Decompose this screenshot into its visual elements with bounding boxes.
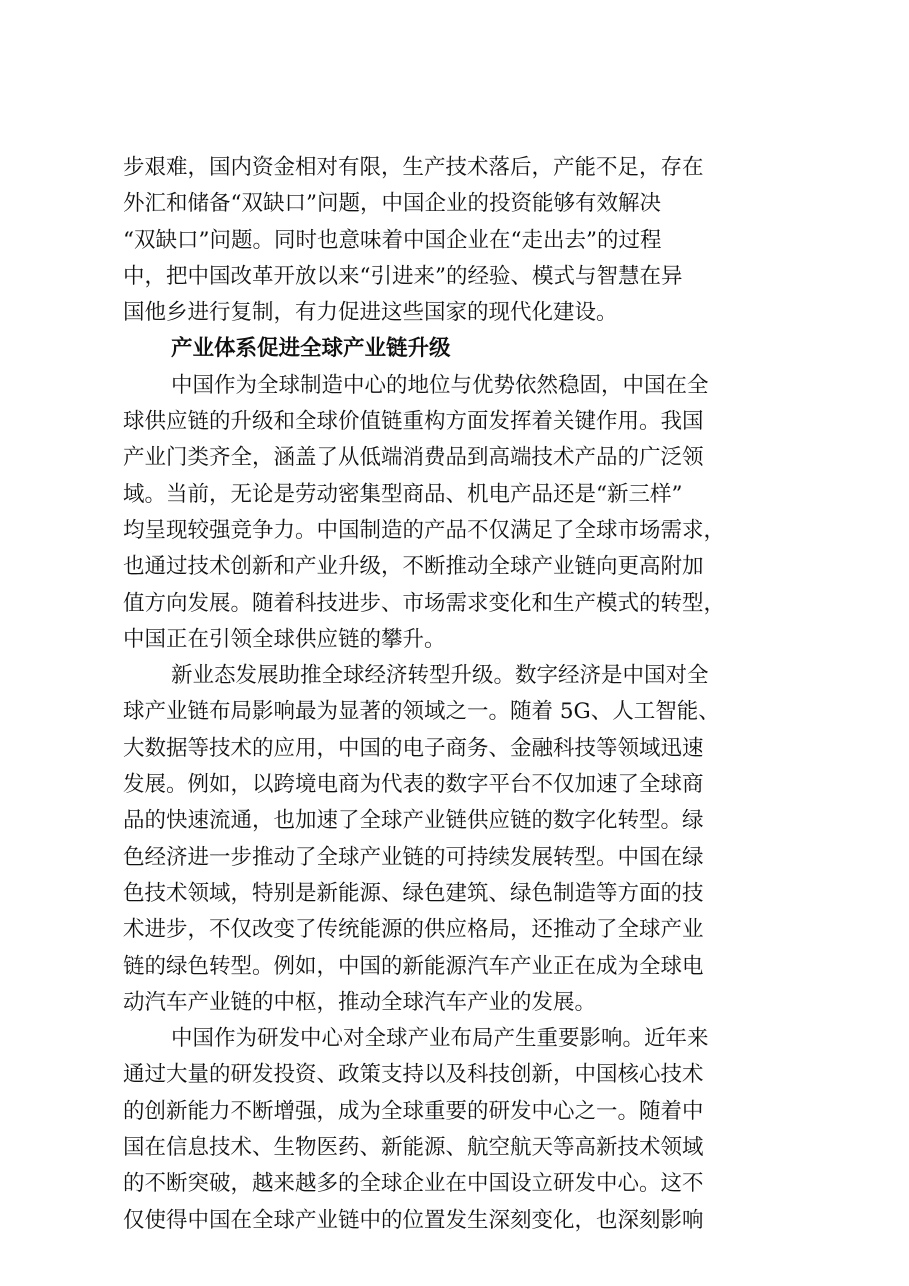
text-line: 的不断突破，越来越多的全球企业在中国设立研发中心。这不 [123, 1171, 704, 1197]
text-line: 外汇和储备“双缺口”问题，中国企业的投资能够有效解决 [123, 191, 661, 217]
text-line: 品的快速流通，也加速了全球产业链供应链的数字化转型。绿 [123, 808, 704, 834]
text-line: 域。当前，无论是劳动密集型商品、机电产品还是“新三样” [123, 481, 683, 507]
text-line: 产业门类齐全，涵盖了从低端消费品到高端技术产品的广泛领 [123, 445, 704, 471]
paragraph-first-line: 中国作为全球制造中心的地位与优势依然稳固，中国在全 [171, 372, 709, 398]
text-line: 均呈现较强竞争力。中国制造的产品不仅满足了全球市场需求， [123, 517, 726, 543]
section-heading: 产业体系促进全球产业链升级 [171, 336, 451, 362]
paragraph-first-line: 新业态发展助推全球经济转型升级。数字经济是中国对全 [171, 663, 709, 689]
text-line: 中国正在引领全球供应链的攀升。 [123, 626, 446, 652]
text-line: 步艰难，国内资金相对有限，生产技术落后，产能不足，存在 [123, 155, 704, 180]
paragraph-first-line: 中国作为研发中心对全球产业布局产生重要影响。近年来 [171, 1026, 709, 1052]
text-line: 也通过技术创新和产业升级，不断推动全球产业链向更高附加 [123, 554, 704, 580]
text-line: 的创新能力不断增强，成为全球重要的研发中心之一。随着中 [123, 1098, 704, 1124]
text-line: 仅使得中国在全球产业链中的位置发生深刻变化，也深刻影响 [123, 1207, 704, 1233]
text-line: 术进步，不仅改变了传统能源的供应格局，还推动了全球产业 [123, 917, 704, 943]
text-line: 通过大量的研发投资、政策支持以及科技创新，中国核心技术 [123, 1062, 704, 1088]
text-line: 大数据等技术的应用，中国的电子商务、金融科技等领域迅速 [123, 735, 704, 761]
text-line: 色技术领域，特别是新能源、绿色建筑、绿色制造等方面的技 [123, 880, 704, 906]
text-line: 发展。例如，以跨境电商为代表的数字平台不仅加速了全球商 [123, 772, 704, 798]
text-line: 动汽车产业链的中枢，推动全球汽车产业的发展。 [123, 989, 597, 1015]
text-line: 球产业链布局影响最为显著的领域之一。随着 5G、人工智能、 [123, 699, 720, 725]
text-line: 国他乡进行复制，有力促进这些国家的现代化建设。 [123, 300, 618, 326]
text-line: 球供应链的升级和全球价值链重构方面发挥着关键作用。我国 [123, 409, 704, 435]
text-line: 中，把中国改革开放以来“引进来”的经验、模式与智慧在异 [123, 263, 683, 289]
text-line: 值方向发展。随着科技进步、市场需求变化和生产模式的转型， [123, 590, 726, 616]
text-line: 链的绿色转型。例如，中国的新能源汽车产业正在成为全球电 [123, 953, 704, 979]
text-line: 国在信息技术、生物医药、新能源、航空航天等高新技术领域 [123, 1135, 704, 1161]
text-line: 色经济进一步推动了全球产业链的可持续发展转型。中国在绿 [123, 844, 704, 870]
body-text [123, 150, 793, 1239]
text-line: “双缺口”问题。同时也意味着中国企业在“走出去”的过程 [123, 227, 662, 253]
